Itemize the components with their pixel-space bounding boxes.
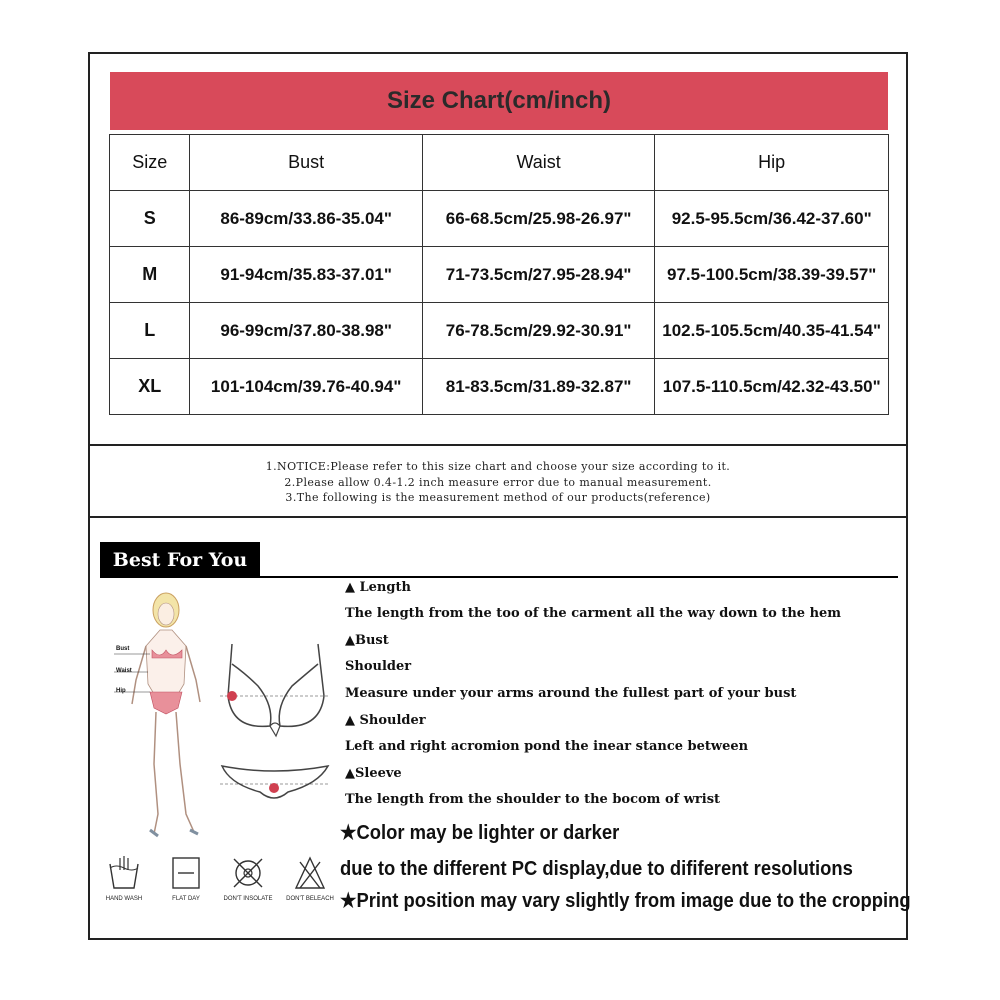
desc-bust-text: Measure under your arms around the fullest part of your bust: [345, 686, 797, 701]
cell-bust: 91-94cm/35.83-37.01": [190, 247, 422, 303]
header-bust: Bust: [190, 135, 422, 191]
divider-middle: [90, 516, 906, 518]
header-size: Size: [110, 135, 190, 191]
table-row: [110, 191, 889, 247]
header-waist: Waist: [422, 135, 655, 191]
desc-sleeve-text: The length from the shoulder to the bocom of wrist: [345, 792, 721, 807]
cell-bust: 96-99cm/37.80-38.98": [190, 303, 422, 359]
note-display: due to the different PC display,due to dififerent resolutions: [340, 858, 853, 880]
desc-length-text: The length from the too of the carment all the way down to the hem: [345, 606, 842, 621]
dont-bleach-icon: [292, 854, 328, 892]
size-chart-frame: [88, 52, 911, 940]
bra-sketch-illustration: [218, 634, 333, 744]
cell-hip: 102.5-105.5cm/40.35-41.54": [655, 303, 889, 359]
table-row: [110, 247, 889, 303]
cell-size: XL: [110, 359, 190, 415]
dont-insolate-icon: [230, 854, 266, 892]
care-label: DON'T BELEACH: [286, 896, 334, 902]
cell-bust: 101-104cm/39.76-40.94": [190, 359, 422, 415]
header-hip: Hip: [655, 135, 889, 191]
desc-shoulder-title: ▲ Shoulder: [345, 713, 426, 728]
care-label: DON'T INSOLATE: [223, 896, 273, 902]
cell-hip: 92.5-95.5cm/36.42-37.60": [655, 191, 889, 247]
table-row: [110, 303, 889, 359]
cell-waist: 81-83.5cm/31.89-32.87": [422, 359, 655, 415]
desc-shoulder-label: Shoulder: [345, 659, 412, 674]
size-chart-title: Size Chart(cm/inch): [110, 72, 888, 130]
care-flat-dry: [156, 854, 216, 902]
care-dont-insolate: [218, 854, 278, 902]
table-header-row: [110, 135, 889, 191]
notice-block: [90, 459, 906, 506]
care-label: HAND WASH: [105, 896, 143, 902]
care-label: FLAT DAY: [172, 896, 200, 902]
care-dont-bleach: [280, 854, 340, 902]
figure-label-hip: Hip: [116, 688, 126, 694]
notice-line-1: 1.NOTICE:Please refer to this size chart and choose your size according to it.: [265, 460, 731, 473]
cell-hip: 97.5-100.5cm/38.39-39.57": [655, 247, 889, 303]
cell-waist: 76-78.5cm/29.92-30.91": [422, 303, 655, 359]
cell-bust: 86-89cm/33.86-35.04": [190, 191, 422, 247]
cell-hip: 107.5-110.5cm/42.32-43.50": [655, 359, 889, 415]
best-underline: [100, 576, 898, 578]
notice-line-3: 3.The following is the measurement method of our products(reference): [285, 491, 711, 504]
desc-shoulder-text: Left and right acromion pond the inear stance between: [345, 739, 749, 754]
cell-size: S: [110, 191, 190, 247]
model-figure-illustration: [104, 584, 214, 844]
bikini-bottom-sketch-illustration: [218, 754, 333, 814]
desc-bust-title: ▲Bust: [345, 633, 389, 648]
table-row: [110, 359, 889, 415]
figure-label-waist: Waist: [116, 668, 132, 674]
size-table: [109, 134, 889, 415]
desc-length-title: ▲ Length: [345, 580, 411, 595]
divider-top: [90, 444, 906, 446]
cell-size: L: [110, 303, 190, 359]
figure-label-bust: Bust: [116, 646, 130, 652]
hand-wash-icon: [106, 854, 142, 892]
desc-sleeve-title: ▲Sleeve: [345, 766, 402, 781]
flat-dry-icon: [168, 854, 204, 892]
care-hand-wash: [94, 854, 154, 902]
cell-waist: 66-68.5cm/25.98-26.97": [422, 191, 655, 247]
cell-waist: 71-73.5cm/27.95-28.94": [422, 247, 655, 303]
notice-line-2: 2.Please allow 0.4-1.2 inch measure error due to manual measurement.: [284, 475, 712, 489]
cell-size: M: [110, 247, 190, 303]
best-for-you-tab: Best For You: [100, 542, 260, 578]
note-color: ★Color may be lighter or darker: [340, 822, 620, 844]
note-print: ★Print position may vary slightly from image due to the cropping: [340, 890, 911, 912]
